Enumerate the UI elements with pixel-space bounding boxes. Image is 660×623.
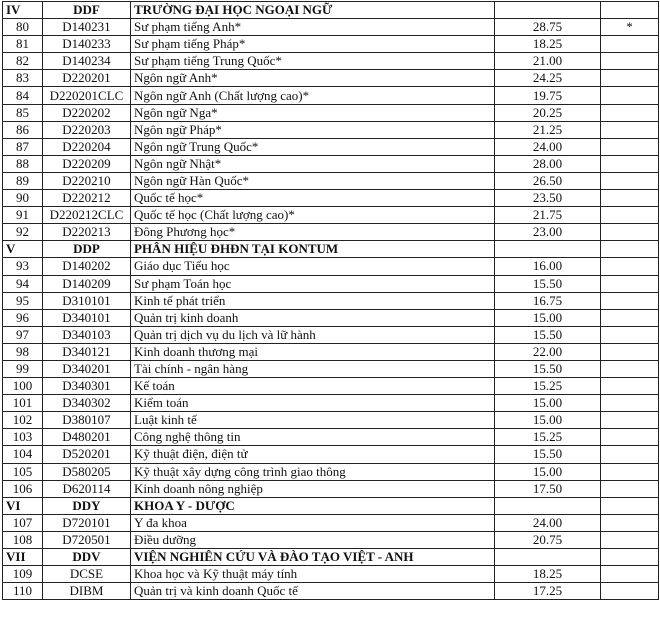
row-number: 100	[3, 378, 43, 395]
institution-code: DDY	[43, 497, 131, 514]
major-code: D220202	[43, 104, 131, 121]
cutoff-score	[495, 549, 601, 566]
note-cell	[601, 275, 659, 292]
major-code: D140234	[43, 53, 131, 70]
table-row	[3, 190, 659, 207]
row-number: VI	[3, 497, 43, 514]
major-code: DIBM	[43, 583, 131, 600]
cutoff-score: 15.50	[495, 326, 601, 343]
table-row	[3, 326, 659, 343]
table-row	[3, 207, 659, 224]
cutoff-score: 21.75	[495, 207, 601, 224]
note-cell	[601, 480, 659, 497]
row-number: 96	[3, 309, 43, 326]
major-name: Quản trị và kinh doanh Quốc tế	[131, 583, 495, 600]
major-code: D580205	[43, 463, 131, 480]
major-name: Luật kinh tế	[131, 412, 495, 429]
institution-code: DDV	[43, 549, 131, 566]
cutoff-score: 22.00	[495, 343, 601, 360]
major-name: Ngôn ngữ Anh (Chất lượng cao)*	[131, 87, 495, 104]
cutoff-score: 17.50	[495, 480, 601, 497]
row-number: 101	[3, 395, 43, 412]
section-header-row	[3, 497, 659, 514]
cutoff-score: 15.25	[495, 378, 601, 395]
row-number: 105	[3, 463, 43, 480]
table-row	[3, 19, 659, 36]
note-cell	[601, 172, 659, 189]
note-cell	[601, 343, 659, 360]
major-name: Kinh doanh nông nghiệp	[131, 480, 495, 497]
major-name: Ngôn ngữ Pháp*	[131, 121, 495, 138]
major-code: D220204	[43, 138, 131, 155]
major-code: D140209	[43, 275, 131, 292]
cutoff-score: 20.25	[495, 104, 601, 121]
row-number: 89	[3, 172, 43, 189]
row-number: 84	[3, 87, 43, 104]
major-code: D620114	[43, 480, 131, 497]
cutoff-score: 15.00	[495, 463, 601, 480]
cutoff-score: 21.25	[495, 121, 601, 138]
note-cell	[601, 326, 659, 343]
table-body	[3, 2, 659, 600]
major-code: D220201CLC	[43, 87, 131, 104]
table-row	[3, 224, 659, 241]
major-code: D310101	[43, 292, 131, 309]
row-number: 82	[3, 53, 43, 70]
major-code: D140231	[43, 19, 131, 36]
note-cell	[601, 395, 659, 412]
note-cell	[601, 2, 659, 19]
cutoff-score: 24.25	[495, 70, 601, 87]
major-name: Ngôn ngữ Nhật*	[131, 155, 495, 172]
row-number: 107	[3, 514, 43, 531]
table-row	[3, 87, 659, 104]
major-name: Ngôn ngữ Anh*	[131, 70, 495, 87]
cutoff-score: 17.25	[495, 583, 601, 600]
row-number: 97	[3, 326, 43, 343]
institution-name: TRƯỜNG ĐẠI HỌC NGOẠI NGỮ	[131, 2, 495, 19]
major-code: D220212CLC	[43, 207, 131, 224]
note-cell	[601, 258, 659, 275]
institution-name: KHOA Y - DƯỢC	[131, 497, 495, 514]
row-number: 103	[3, 429, 43, 446]
row-number: 109	[3, 566, 43, 583]
row-number: 98	[3, 343, 43, 360]
row-number: 80	[3, 19, 43, 36]
major-name: Ngôn ngữ Hàn Quốc*	[131, 172, 495, 189]
institution-name: PHÂN HIỆU ĐHĐN TẠI KONTUM	[131, 241, 495, 258]
institution-code: DDP	[43, 241, 131, 258]
major-name: Ngôn ngữ Trung Quốc*	[131, 138, 495, 155]
note-cell	[601, 70, 659, 87]
note-cell	[601, 309, 659, 326]
cutoff-score	[495, 497, 601, 514]
note-cell	[601, 514, 659, 531]
row-number: 94	[3, 275, 43, 292]
table-row	[3, 70, 659, 87]
major-name: Quốc tế học*	[131, 190, 495, 207]
note-cell	[601, 378, 659, 395]
major-name: Quốc tế học (Chất lượng cao)*	[131, 207, 495, 224]
row-number: 86	[3, 121, 43, 138]
note-cell	[601, 292, 659, 309]
table-row	[3, 429, 659, 446]
table-row	[3, 480, 659, 497]
note-cell	[601, 87, 659, 104]
major-name: Kinh tế phát triển	[131, 292, 495, 309]
note-cell	[601, 583, 659, 600]
major-name: Sư phạm Toán học	[131, 275, 495, 292]
major-code: D380107	[43, 412, 131, 429]
major-name: Kỹ thuật điện, điện tử	[131, 446, 495, 463]
major-code: D140233	[43, 36, 131, 53]
note-cell	[601, 207, 659, 224]
table-row	[3, 531, 659, 548]
cutoff-score: 15.25	[495, 429, 601, 446]
major-code: DCSE	[43, 566, 131, 583]
major-name: Ngôn ngữ Nga*	[131, 104, 495, 121]
cutoff-score	[495, 241, 601, 258]
table-row	[3, 514, 659, 531]
major-name: Y đa khoa	[131, 514, 495, 531]
cutoff-score: 16.00	[495, 258, 601, 275]
major-code: D340101	[43, 309, 131, 326]
note-cell	[601, 497, 659, 514]
major-name: Khoa học và Kỹ thuật máy tính	[131, 566, 495, 583]
cutoff-score: 23.50	[495, 190, 601, 207]
table-row	[3, 53, 659, 70]
major-code: D340103	[43, 326, 131, 343]
table-row	[3, 138, 659, 155]
table-row	[3, 412, 659, 429]
table-row	[3, 463, 659, 480]
major-code: D720501	[43, 531, 131, 548]
major-code: D340301	[43, 378, 131, 395]
row-number: 90	[3, 190, 43, 207]
note-cell	[601, 429, 659, 446]
major-name: Giáo dục Tiểu học	[131, 258, 495, 275]
institution-name: VIỆN NGHIÊN CỨU VÀ ĐÀO TẠO VIỆT - ANH	[131, 549, 495, 566]
cutoff-score: 18.25	[495, 36, 601, 53]
major-name: Công nghệ thông tin	[131, 429, 495, 446]
major-code: D340201	[43, 360, 131, 377]
major-code: D340121	[43, 343, 131, 360]
note-cell	[601, 104, 659, 121]
table-row	[3, 155, 659, 172]
major-code: D220212	[43, 190, 131, 207]
cutoff-score: 15.00	[495, 412, 601, 429]
section-header-row	[3, 241, 659, 258]
major-code: D140202	[43, 258, 131, 275]
note-cell	[601, 549, 659, 566]
row-number: 92	[3, 224, 43, 241]
note-cell	[601, 224, 659, 241]
note-cell	[601, 138, 659, 155]
table-row	[3, 446, 659, 463]
major-code: D720101	[43, 514, 131, 531]
row-number: V	[3, 241, 43, 258]
institution-code: DDF	[43, 2, 131, 19]
major-code: D340302	[43, 395, 131, 412]
row-number: 106	[3, 480, 43, 497]
note-cell	[601, 360, 659, 377]
table-row	[3, 104, 659, 121]
table-row	[3, 583, 659, 600]
table-row	[3, 395, 659, 412]
major-code: D220209	[43, 155, 131, 172]
table-row	[3, 360, 659, 377]
major-name: Đông Phương học*	[131, 224, 495, 241]
table-row	[3, 378, 659, 395]
section-header-row	[3, 549, 659, 566]
table-row	[3, 36, 659, 53]
major-name: Quản trị dịch vụ du lịch và lữ hành	[131, 326, 495, 343]
table-row	[3, 309, 659, 326]
row-number: 93	[3, 258, 43, 275]
cutoff-score: 16.75	[495, 292, 601, 309]
note-cell	[601, 463, 659, 480]
cutoff-score: 19.75	[495, 87, 601, 104]
note-cell	[601, 412, 659, 429]
table-row	[3, 292, 659, 309]
note-cell	[601, 121, 659, 138]
row-number: VII	[3, 549, 43, 566]
row-number: IV	[3, 2, 43, 19]
row-number: 102	[3, 412, 43, 429]
cutoff-score: 18.25	[495, 566, 601, 583]
row-number: 85	[3, 104, 43, 121]
major-code: D220203	[43, 121, 131, 138]
table-row	[3, 343, 659, 360]
major-name: Tài chính - ngân hàng	[131, 360, 495, 377]
cutoff-score: 15.00	[495, 309, 601, 326]
row-number: 104	[3, 446, 43, 463]
cutoff-score: 24.00	[495, 514, 601, 531]
row-number: 81	[3, 36, 43, 53]
row-number: 95	[3, 292, 43, 309]
major-code: D520201	[43, 446, 131, 463]
major-name: Điều dưỡng	[131, 531, 495, 548]
row-number: 83	[3, 70, 43, 87]
major-name: Quản trị kinh doanh	[131, 309, 495, 326]
cutoff-score: 20.75	[495, 531, 601, 548]
major-name: Kinh doanh thương mại	[131, 343, 495, 360]
cutoff-score: 15.50	[495, 360, 601, 377]
table-row	[3, 121, 659, 138]
major-name: Kế toán	[131, 378, 495, 395]
cutoff-score: 15.00	[495, 395, 601, 412]
note-cell	[601, 531, 659, 548]
row-number: 108	[3, 531, 43, 548]
major-code: D220201	[43, 70, 131, 87]
note-cell	[601, 566, 659, 583]
note-cell	[601, 155, 659, 172]
major-code: D480201	[43, 429, 131, 446]
table-row	[3, 566, 659, 583]
table-row	[3, 172, 659, 189]
major-code: D220210	[43, 172, 131, 189]
note-cell	[601, 190, 659, 207]
cutoff-score	[495, 2, 601, 19]
cutoff-score: 28.75	[495, 19, 601, 36]
row-number: 91	[3, 207, 43, 224]
table-row	[3, 275, 659, 292]
major-name: Kỹ thuật xây dựng công trình giao thông	[131, 463, 495, 480]
cutoff-score: 15.50	[495, 446, 601, 463]
note-cell	[601, 53, 659, 70]
cutoff-score: 21.00	[495, 53, 601, 70]
row-number: 110	[3, 583, 43, 600]
major-name: Kiểm toán	[131, 395, 495, 412]
cutoff-score: 28.00	[495, 155, 601, 172]
major-name: Sư phạm tiếng Anh*	[131, 19, 495, 36]
row-number: 88	[3, 155, 43, 172]
major-code: D220213	[43, 224, 131, 241]
admission-scores-table	[2, 1, 659, 600]
note-cell: *	[601, 19, 659, 36]
cutoff-score: 15.50	[495, 275, 601, 292]
cutoff-score: 24.00	[495, 138, 601, 155]
row-number: 99	[3, 360, 43, 377]
note-cell	[601, 36, 659, 53]
cutoff-score: 23.00	[495, 224, 601, 241]
table-row	[3, 258, 659, 275]
note-cell	[601, 446, 659, 463]
section-header-row	[3, 2, 659, 19]
major-name: Sư phạm tiếng Pháp*	[131, 36, 495, 53]
major-name: Sư phạm tiếng Trung Quốc*	[131, 53, 495, 70]
row-number: 87	[3, 138, 43, 155]
note-cell	[601, 241, 659, 258]
cutoff-score: 26.50	[495, 172, 601, 189]
